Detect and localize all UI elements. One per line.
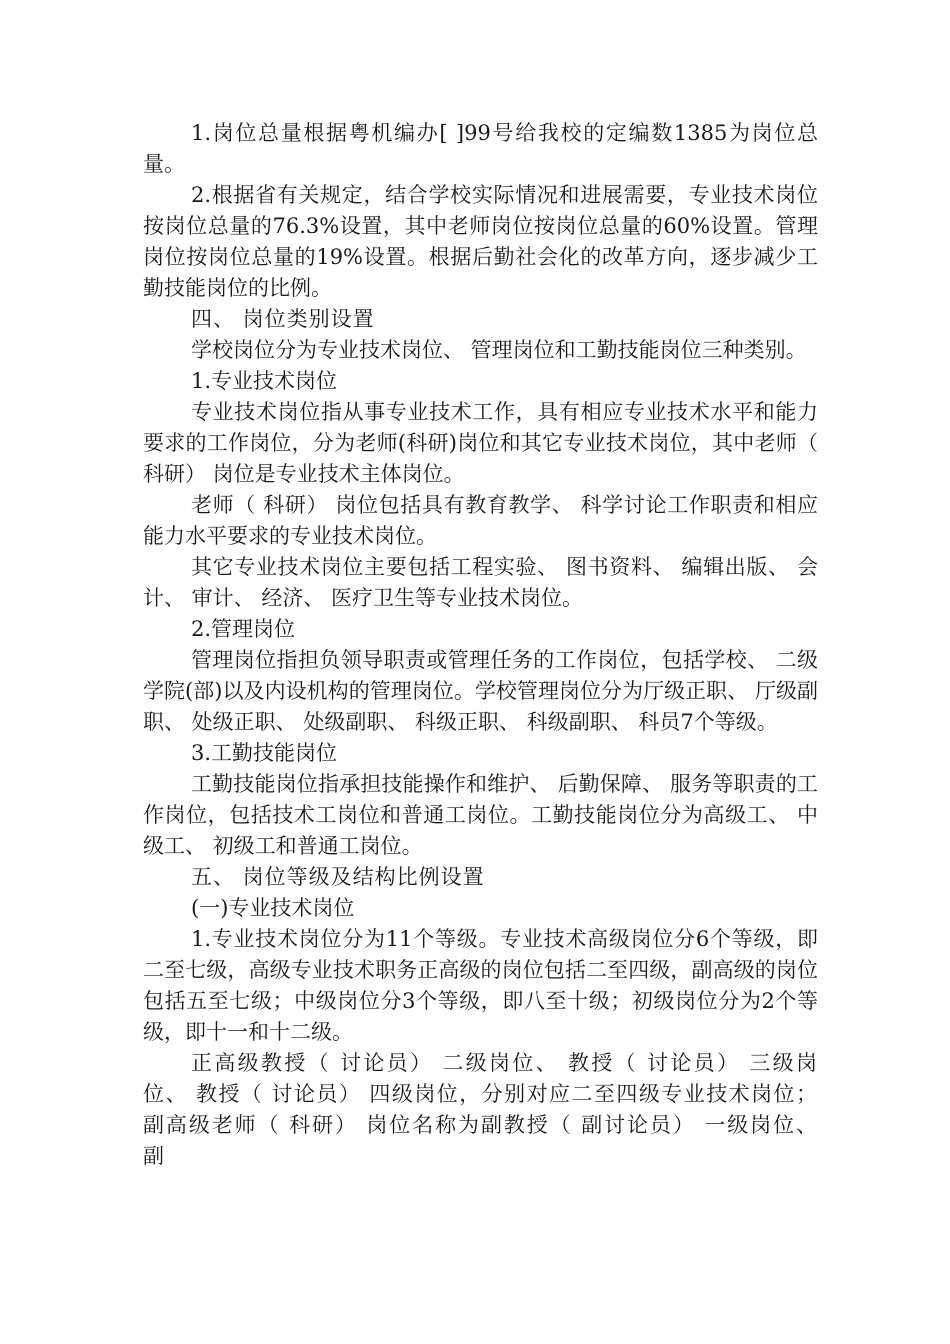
section-heading-post-grade: 五、 岗位等级及结构比例设置 xyxy=(191,865,485,889)
paragraph-post-total: 1.岗位总量根据粤机编办[ ]99号给我校的定编数1385为岗位总量。 xyxy=(143,121,818,176)
section-heading-post-category: 四、 岗位类别设置 xyxy=(191,307,375,331)
paragraph-post-category-intro: 学校岗位分为专业技术岗位、 管理岗位和工勤技能岗位三种类别。 xyxy=(191,338,807,362)
paragraph-professional-post: 专业技术岗位指从事专业技术工作，具有相应专业技术水平和能力要求的工作岗位，分为老师(科研)岗位和其它专业技术岗位，其中老师（ 科研） 岗位是专业技术主体岗位。 xyxy=(143,400,818,486)
subheading-professional-post: 1.专业技术岗位 xyxy=(191,369,338,393)
paragraph-management-post: 管理岗位指担负领导职责或管理任务的工作岗位，包括学校、 二级学院(部)以及内设机构的管理岗位。学校管理岗位分为厅级正职、 厅级副职、 处级正职、 处级副职、 科级正职、 科级副职、 科员7个等级。 xyxy=(143,648,818,734)
paragraph-teacher-post: 老师（ 科研） 岗位包括具有教育教学、 科学讨论工作职责和相应能力水平要求的专业技术岗位。 xyxy=(143,493,818,548)
paragraph-other-professional-post: 其它专业技术岗位主要包括工程实验、 图书资料、 编辑出版、 会计、 审计、 经济、 医疗卫生等专业技术岗位。 xyxy=(143,555,818,610)
subheading-worker-post: 3.工勤技能岗位 xyxy=(191,741,338,765)
document-body xyxy=(143,118,818,1172)
paragraph-senior-titles: 正高级教授（ 讨论员） 二级岗位、 教授（ 讨论员） 三级岗位、 教授（ 讨论员） 四级岗位，分别对应二至四级专业技术岗位；副高级老师（ 科研） 岗位名称为副教授（ 副讨论员） 一级岗位、 副 xyxy=(143,1051,818,1168)
paragraph-worker-post: 工勤技能岗位指承担技能操作和维护、 后勤保障、 服务等职责的工作岗位，包括技术工岗位和普通工岗位。工勤技能岗位分为高级工、 中级工、 初级工和普通工岗位。 xyxy=(143,772,818,858)
paragraph-professional-grade: 1.专业技术岗位分为11个等级。专业技术高级岗位分6个等级，即二至七级，高级专业技术职务正高级的岗位包括二至四级，副高级的岗位包括五至七级；中级岗位分3个等级，即八至十级；初级岗位分为2个等级，即十一和十二级。 xyxy=(143,927,818,1044)
subheading-professional-grade: (一)专业技术岗位 xyxy=(191,896,355,920)
paragraph-post-ratio: 2.根据省有关规定，结合学校实际情况和进展需要，专业技术岗位按岗位总量的76.3%设置，其中老师岗位按岗位总量的60%设置。管理岗位按岗位总量的19%设置。根据后勤社会化的改革方向，逐步减少工勤技能岗位的比例。 xyxy=(143,183,818,300)
subheading-management-post: 2.管理岗位 xyxy=(191,617,296,641)
